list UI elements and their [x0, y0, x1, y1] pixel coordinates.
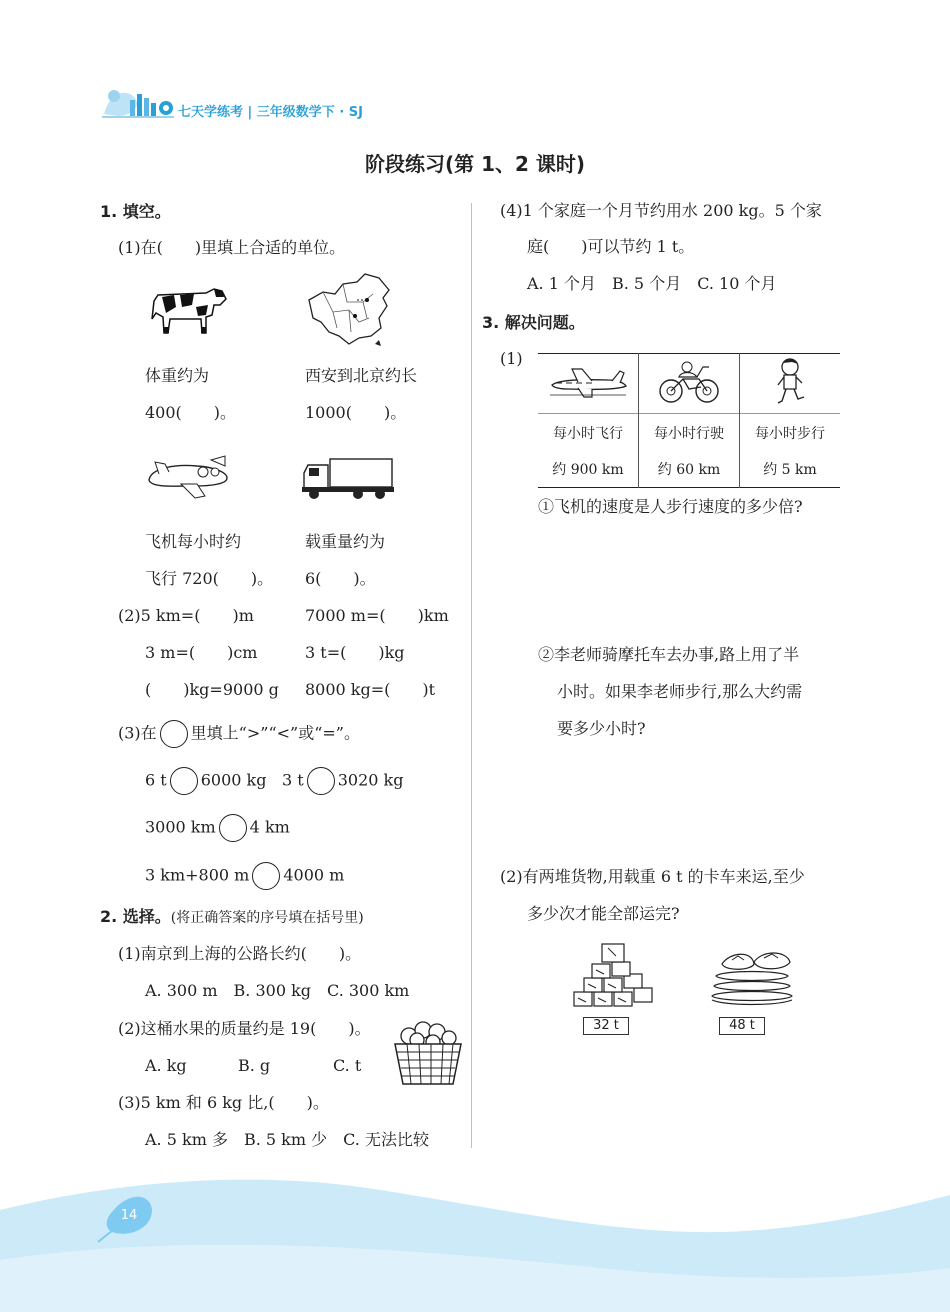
- motorcycle-icon: [657, 359, 721, 405]
- q1-p2-b: 7000 m=( )km: [305, 606, 449, 625]
- q3-heading: 3. 解决问题。: [482, 313, 585, 332]
- q3-sub2-line2: 小时。如果李老师步行,那么大约需: [557, 682, 803, 701]
- speed-cell-motorcycle-label: 每小时行驶: [639, 414, 740, 452]
- cow-icon: [148, 283, 230, 337]
- q2-p2-opt-a: A. kg: [145, 1056, 187, 1075]
- q3-sub2-line3: 要多少小时?: [557, 719, 646, 738]
- plane-line1: 飞机每小时约: [145, 532, 242, 551]
- truck-line1: 载重量约为: [305, 532, 386, 551]
- q3-sub2-line1: ②李老师骑摩托车去办事,路上用了半: [538, 645, 800, 664]
- map-line2: 1000( )。: [305, 403, 407, 422]
- speed-cell-walk-label: 每小时步行: [755, 425, 825, 442]
- compare-row-1: [145, 767, 266, 795]
- column-divider: [471, 203, 472, 1148]
- q3-p2-line1: (2)有两堆货物,用载重 6 t 的卡车来运,至少: [500, 867, 805, 886]
- compare-circle-2[interactable]: [307, 767, 335, 795]
- cargo-boxes-icon: [572, 940, 660, 1010]
- walking-boy-icon: [770, 357, 810, 407]
- compare-2-left: 3 t: [282, 770, 304, 790]
- q2-p1: (1)南京到上海的公路长约( )。: [118, 944, 362, 963]
- q3-p1-label: (1): [500, 349, 523, 368]
- q1-p2-d: 3 t=( )kg: [305, 643, 405, 662]
- compare-3-right: 4 km: [249, 817, 290, 837]
- cargo-sacks-icon: [706, 946, 798, 1008]
- q1-p2-c: 3 m=( )cm: [145, 643, 258, 662]
- speed-cell-motorcycle-value: 约 60 km: [639, 452, 740, 488]
- speed-table: [538, 353, 840, 488]
- q1-p3-prompt: [118, 720, 360, 748]
- q1-p2-f: 8000 kg=( )t: [305, 680, 436, 699]
- q2-p4-line1: (4)1 个家庭一个月节约用水 200 kg。5 个家: [500, 201, 822, 220]
- q2-heading-row: [100, 909, 364, 925]
- q1-p2-e: ( )kg=9000 g: [145, 680, 279, 699]
- compare-1-left: 6 t: [145, 770, 167, 790]
- compare-circle-1[interactable]: [170, 767, 198, 795]
- compare-circle-sample: [160, 720, 188, 748]
- cargo-1-weight: 32 t: [583, 1017, 629, 1035]
- compare-circle-3[interactable]: [219, 814, 247, 842]
- q1-p2-a: (2)5 km=( )m: [118, 606, 254, 625]
- compare-4-left: 3 km+800 m: [145, 865, 250, 885]
- cow-line1: 体重约为: [145, 366, 210, 385]
- page-number: 14: [120, 1208, 138, 1223]
- q2-heading: 2. 选择。: [100, 907, 171, 926]
- fruit-basket-icon: [393, 1018, 463, 1088]
- q2-p3: (3)5 km 和 6 kg 比,( )。: [118, 1093, 329, 1112]
- q2-p1-options: A. 300 m B. 300 kg C. 300 km: [145, 981, 410, 1000]
- q1-heading: 1. 填空。: [100, 202, 171, 221]
- compare-3-left: 3000 km: [145, 817, 216, 837]
- plane-line2: 飞行 720( )。: [145, 569, 274, 588]
- compare-4-right: 4000 m: [283, 865, 345, 885]
- compare-row-2: [282, 767, 403, 795]
- q2-heading-note: (将正确答案的序号填在括号里): [170, 910, 364, 926]
- cargo-2-weight: 48 t: [719, 1017, 765, 1035]
- cartoon-plane-icon: [145, 452, 233, 502]
- header-series: 七天学练考 | 三年级数学下 · SJ: [178, 105, 363, 120]
- china-map-icon: [303, 272, 395, 348]
- cow-line2: 400( )。: [145, 403, 237, 422]
- speed-table-motorcycle-cell: [639, 354, 740, 414]
- q1-p1-prompt: (1)在( )里填上合适的单位。: [118, 238, 346, 257]
- q2-p4-options: A. 1 个月 B. 5 个月 C. 10 个月: [527, 274, 777, 293]
- q2-p4-line2: 庭( )可以节约 1 t。: [527, 237, 695, 256]
- q2-p2-opt-b: B. g: [238, 1056, 271, 1075]
- truck-line2: 6( )。: [305, 569, 376, 588]
- q2-p3-options: A. 5 km 多 B. 5 km 少 C. 无法比较: [145, 1130, 429, 1149]
- q1-p3-prompt-a: (3)在: [118, 723, 157, 743]
- compare-row-3: [145, 814, 290, 842]
- q3-p2-line2: 多少次才能全部运完?: [527, 904, 680, 923]
- speed-cell-plane-label: 每小时飞行: [538, 414, 639, 452]
- q2-p2: (2)这桶水果的质量约是 19( )。: [118, 1019, 371, 1038]
- speed-cell-plane-value: 约 900 km: [538, 452, 639, 488]
- truck-icon: [300, 455, 396, 501]
- q2-p2-opt-c: C. t: [333, 1056, 362, 1075]
- q3-sub1: ①飞机的速度是人步行速度的多少倍?: [538, 497, 803, 516]
- compare-1-right: 6000 kg: [200, 770, 267, 790]
- header-logo-icon: [100, 86, 176, 120]
- q1-p3-prompt-b: 里填上“>”“<”或“=”。: [190, 723, 360, 743]
- compare-circle-4[interactable]: [252, 862, 280, 890]
- compare-2-right: 3020 kg: [337, 770, 404, 790]
- page-title: 阶段练习(第 1、2 课时): [364, 152, 586, 176]
- compare-row-4: [145, 862, 344, 890]
- airplane-icon: [548, 365, 628, 399]
- map-line1: 西安到北京约长: [305, 366, 418, 385]
- speed-cell-walk-value: 约 5 km: [763, 462, 817, 479]
- speed-table-plane-cell: [538, 354, 639, 414]
- speed-table-walker-cell: [740, 354, 841, 414]
